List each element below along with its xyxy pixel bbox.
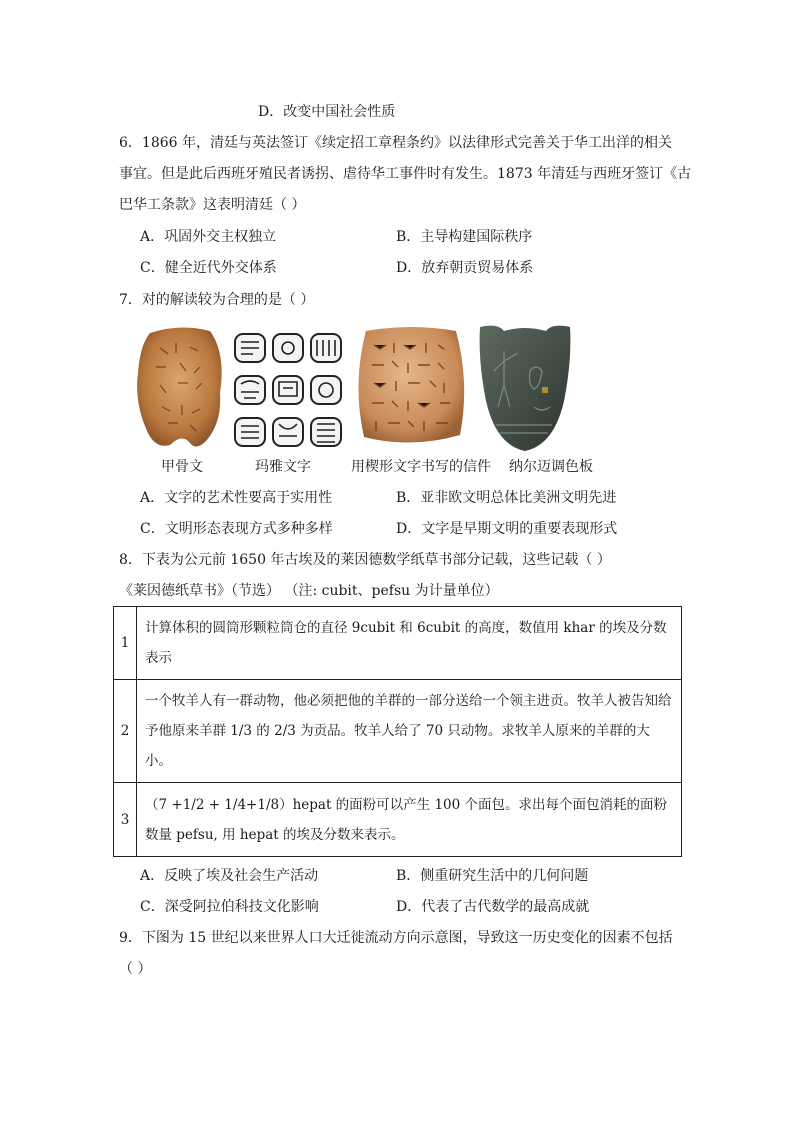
q9-stem-line2: （ ） [119, 961, 152, 977]
q7-option-d: D．文字是早期文明的重要表现形式 [396, 521, 618, 537]
row-text: （7 +1/2 + 1/4+1/8）hepat 的面粉可以产生 100 个面包。求出每个面包消耗的面粉数量 pefsu, 用 hepat 的埃及分数来表示。 [137, 783, 682, 857]
caption-oracle-bone: 甲骨文 [161, 459, 203, 475]
q7-stem: 7．对的解读较为合理的是（ ） [119, 292, 315, 308]
row-number: 3 [114, 783, 137, 857]
caption-maya: 玛雅文字 [255, 459, 311, 475]
q6-stem-line3: 巴华工条款》这表明清廷（ ） [119, 197, 306, 213]
oracle-bone-image [130, 323, 228, 451]
q9-stem-line1: 9．下图为 15 世纪以来世界人口大迁徙流动方向示意图，导致这一历史变化的因素不包括 [119, 930, 673, 946]
row-number: 1 [114, 607, 137, 680]
q6-option-d: D．放弃朝贡贸易体系 [396, 260, 534, 276]
table-row [114, 783, 682, 857]
q8-option-d: D．代表了古代数学的最高成就 [396, 899, 590, 915]
q5-option-d: D．改变中国社会性质 [258, 104, 396, 120]
maya-glyphs-image [232, 330, 344, 450]
caption-narmer: 纳尔迈调色板 [509, 459, 593, 475]
narmer-palette-image [474, 321, 576, 454]
cuneiform-tablet-image [352, 323, 470, 448]
q8-option-a: A．反映了埃及社会生产活动 [140, 868, 319, 884]
q6-stem-line2: 事宜。但是此后西班牙殖民者诱拐、虐待华工事件时有发生。1873 年清廷与西班牙签订《古 [119, 166, 692, 182]
q6-stem-line1: 6．1866 年，清廷与英法签订《续定招工章程条约》以法律形式完善关于华工出洋的相关 [119, 135, 672, 151]
q6-option-c: C．健全近代外交体系 [140, 260, 277, 276]
q6-option-a: A．巩固外交主权独立 [140, 229, 277, 245]
table-row [114, 607, 682, 680]
row-text: 一个牧羊人有一群动物，他必须把他的羊群的一部分送给一个领主进贡。牧羊人被告知给予他原来羊群 1/3 的 2/3 为贡品。牧羊人给了 70 只动物。求牧羊人原来的羊群的大小。 [137, 680, 682, 783]
q7-option-a: A．文字的艺术性要高于实用性 [140, 490, 333, 506]
q8-stem: 8．下表为公元前 1650 年古埃及的莱因德数学纸草书部分记载，这些记载（ ） [119, 552, 611, 568]
caption-cuneiform: 用楔形文字书写的信件 [351, 459, 491, 475]
table-row [114, 680, 682, 783]
row-text: 计算体积的圆筒形颗粒筒仓的直径 9cubit 和 6cubit 的高度，数值用 khar 的埃及分数表示 [137, 607, 682, 680]
row-number: 2 [114, 680, 137, 783]
q8-option-c: C．深受阿拉伯科技文化影响 [140, 899, 319, 915]
q6-option-b: B．主导构建国际秩序 [396, 229, 533, 245]
q7-option-b: B．亚非欧文明总体比美洲文明先进 [396, 490, 617, 506]
papyrus-table [113, 606, 682, 857]
q8-table-title: 《莱因德纸草书》（节选） （注: cubit、pefsu 为计量单位） [119, 583, 499, 599]
q7-option-c: C．文明形态表现方式多种多样 [140, 521, 333, 537]
q8-option-b: B．侧重研究生活中的几何问题 [396, 868, 589, 884]
